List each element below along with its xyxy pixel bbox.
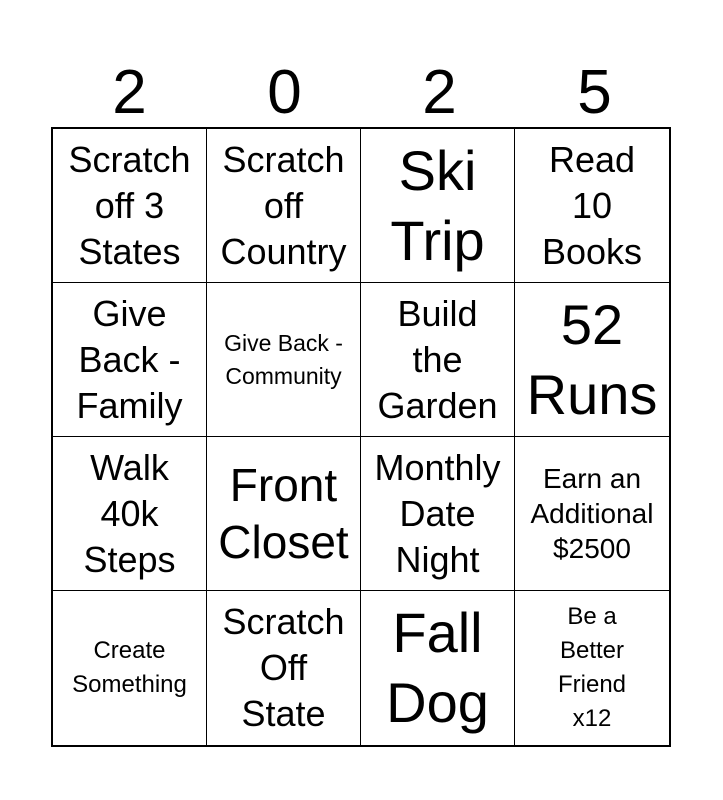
cell-text: Build the Garden — [377, 292, 498, 426]
header-letter-4: 5 — [577, 58, 612, 127]
bingo-cell[interactable] — [361, 129, 515, 283]
bingo-cell[interactable] — [515, 591, 669, 745]
bingo-cell[interactable] — [207, 437, 361, 591]
header-letter-2: 0 — [267, 58, 302, 127]
bingo-cell[interactable] — [53, 129, 207, 283]
bingo-cell[interactable] — [53, 283, 207, 437]
bingo-cell[interactable] — [361, 283, 515, 437]
cell-text: Read 10 Books — [541, 138, 643, 272]
bingo-cell[interactable] — [515, 283, 669, 437]
bingo-cell[interactable] — [515, 437, 669, 591]
bingo-cell[interactable] — [515, 129, 669, 283]
cell-text: Create Something — [72, 637, 187, 698]
bingo-cell[interactable] — [361, 591, 515, 745]
bingo-cell[interactable] — [53, 437, 207, 591]
bingo-cell[interactable] — [53, 591, 207, 745]
bingo-header — [52, 58, 672, 128]
cell-text: Give Back - Family — [76, 292, 183, 426]
cell-text: Monthly Date Night — [374, 446, 501, 580]
cell-text: Give Back - Community — [224, 329, 343, 389]
header-letter-1: 2 — [112, 58, 147, 127]
cell-text: Be a Better Friend x12 — [557, 603, 627, 732]
bingo-cell[interactable] — [207, 591, 361, 745]
bingo-cell[interactable] — [207, 283, 361, 437]
cell-text: Fall Dog — [386, 601, 489, 734]
cell-text: Walk 40k Steps — [83, 446, 176, 580]
cell-text: Ski Trip — [390, 138, 485, 272]
cell-text: Earn an Additional $2500 — [530, 463, 654, 564]
cell-text: Scratch off 3 States — [68, 138, 191, 272]
header-letter-3: 2 — [422, 58, 457, 127]
cell-text: 52 Runs — [526, 292, 658, 426]
bingo-board — [51, 127, 671, 747]
cell-text: Front Closet — [218, 458, 349, 568]
bingo-cell[interactable] — [361, 437, 515, 591]
cell-text: Scratch Off State — [222, 601, 345, 734]
bingo-cell[interactable] — [207, 129, 361, 283]
cell-text: Scratch off Country — [220, 138, 347, 272]
